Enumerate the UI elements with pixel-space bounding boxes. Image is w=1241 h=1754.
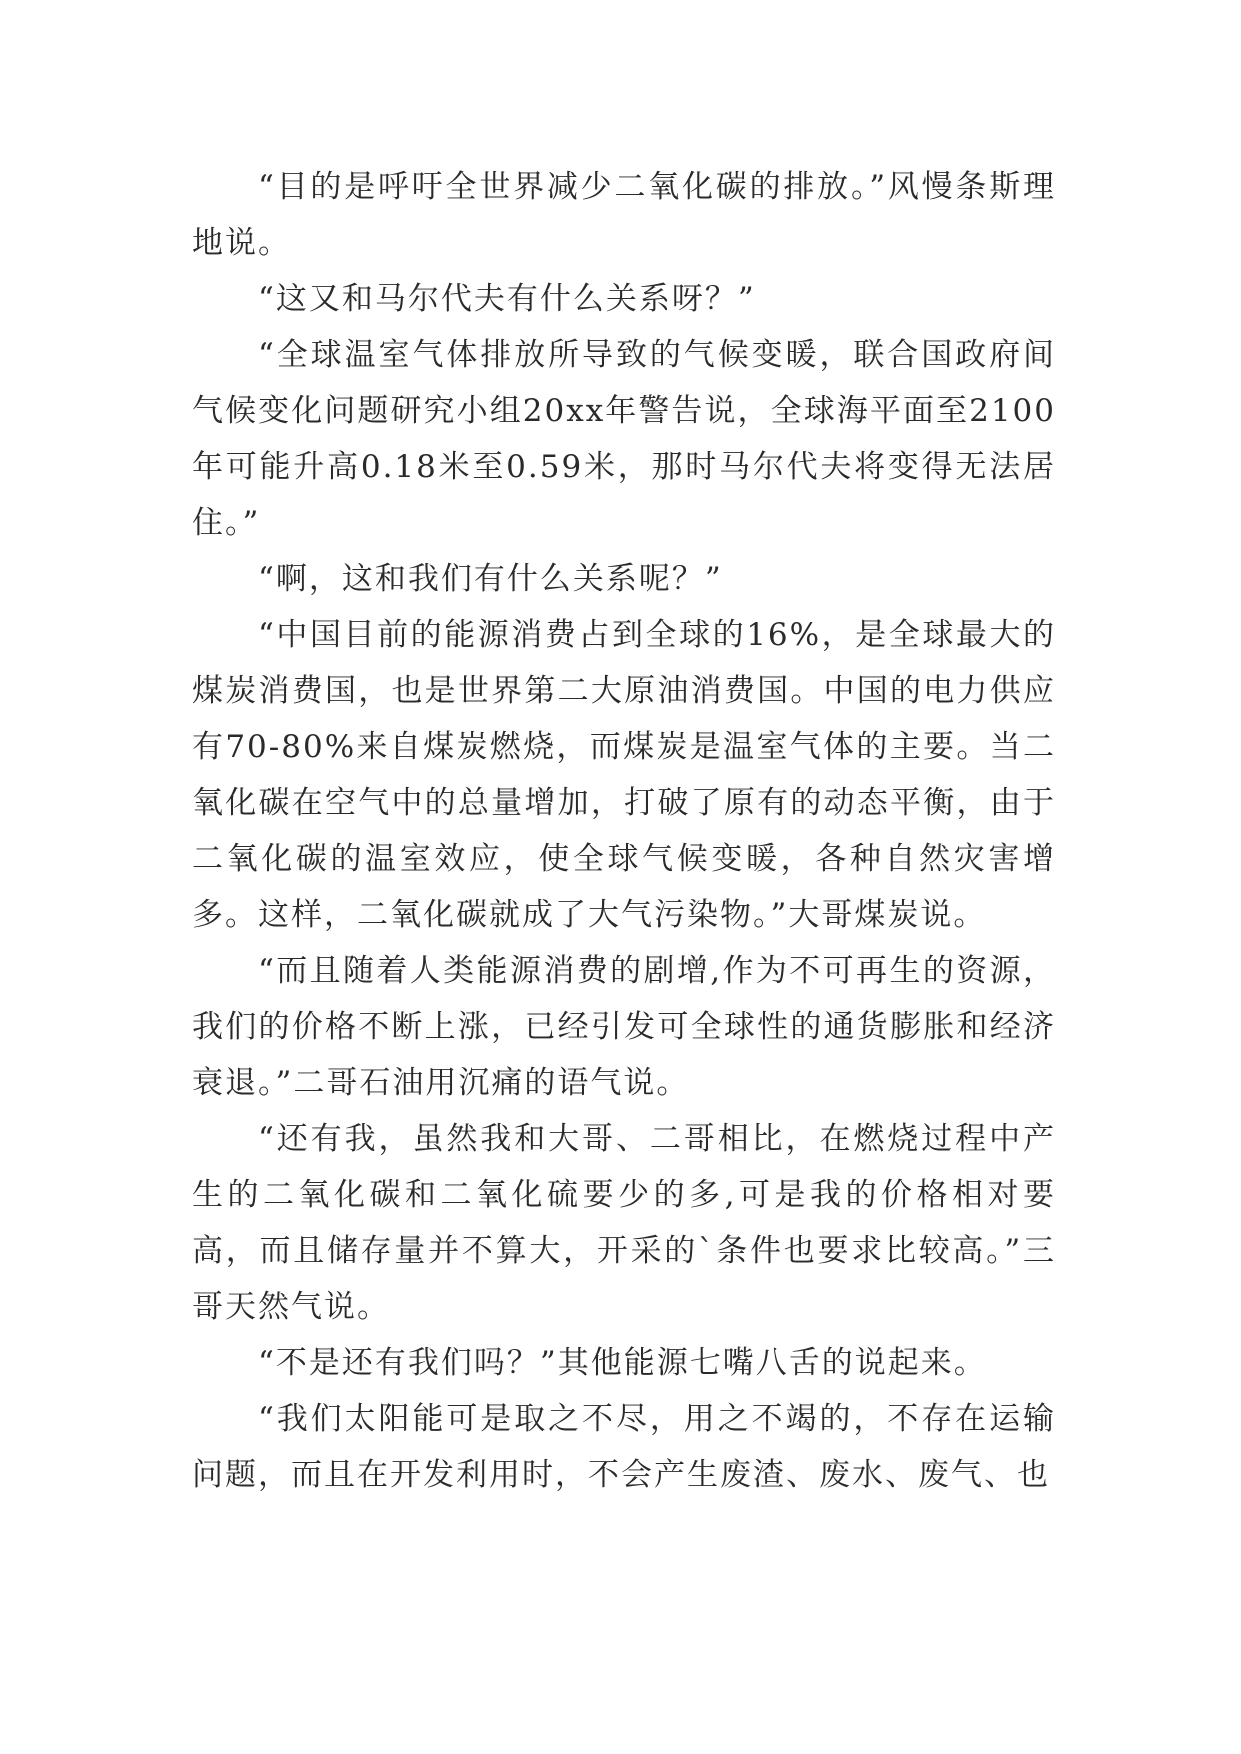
paragraph: “我们太阳能可是取之不尽，用之不竭的，不存在运输问题，而且在开发利用时，不会产生废渣、废水、废气、也 (192, 1401, 1056, 1493)
paragraph: “目的是呼吁全世界减少二氧化碳的排放。”风慢条斯理地说。 (192, 169, 1056, 261)
document-body (192, 159, 1056, 1503)
paragraph: “不是还有我们吗？”其他能源七嘴八舌的说起来。 (258, 1345, 987, 1381)
paragraph: “啊，这和我们有什么关系呢？” (258, 561, 723, 597)
paragraph: “而且随着人类能源消费的剧增,作为不可再生的资源，我们的价格不断上涨，已经引发可全球性的通货膨胀和经济衰退。”二哥石油用沉痛的语气说。 (192, 953, 1056, 1101)
paragraph: “还有我，虽然我和大哥、二哥相比，在燃烧过程中产生的二氧化碳和二氧化硫要少的多,可是我的价格相对要高，而且储存量并不算大，开采的`条件也要求比较高。”三哥天然气说。 (192, 1121, 1056, 1325)
paragraph: “这又和马尔代夫有什么关系呀？” (258, 281, 756, 317)
paragraph: “全球温室气体排放所导致的气候变暖，联合国政府间气候变化问题研究小组20xx年警告说，全球海平面至2100年可能升高0.18米至0.59米，那时马尔代夫将变得无法居住。” (192, 337, 1056, 541)
paragraph: “中国目前的能源消费占到全球的16%，是全球最大的煤炭消费国，也是世界第二大原油消费国。中国的电力供应有70-80%来自煤炭燃烧，而煤炭是温室气体的主要。当二氧化碳在空气中的总量增加，打破了原有的动态平衡，由于二氧化碳的温室效应，使全球气候变暖，各种自然灾害增多。这样，二氧化碳就成了大气污染物。”大哥煤炭说。 (192, 617, 1056, 933)
